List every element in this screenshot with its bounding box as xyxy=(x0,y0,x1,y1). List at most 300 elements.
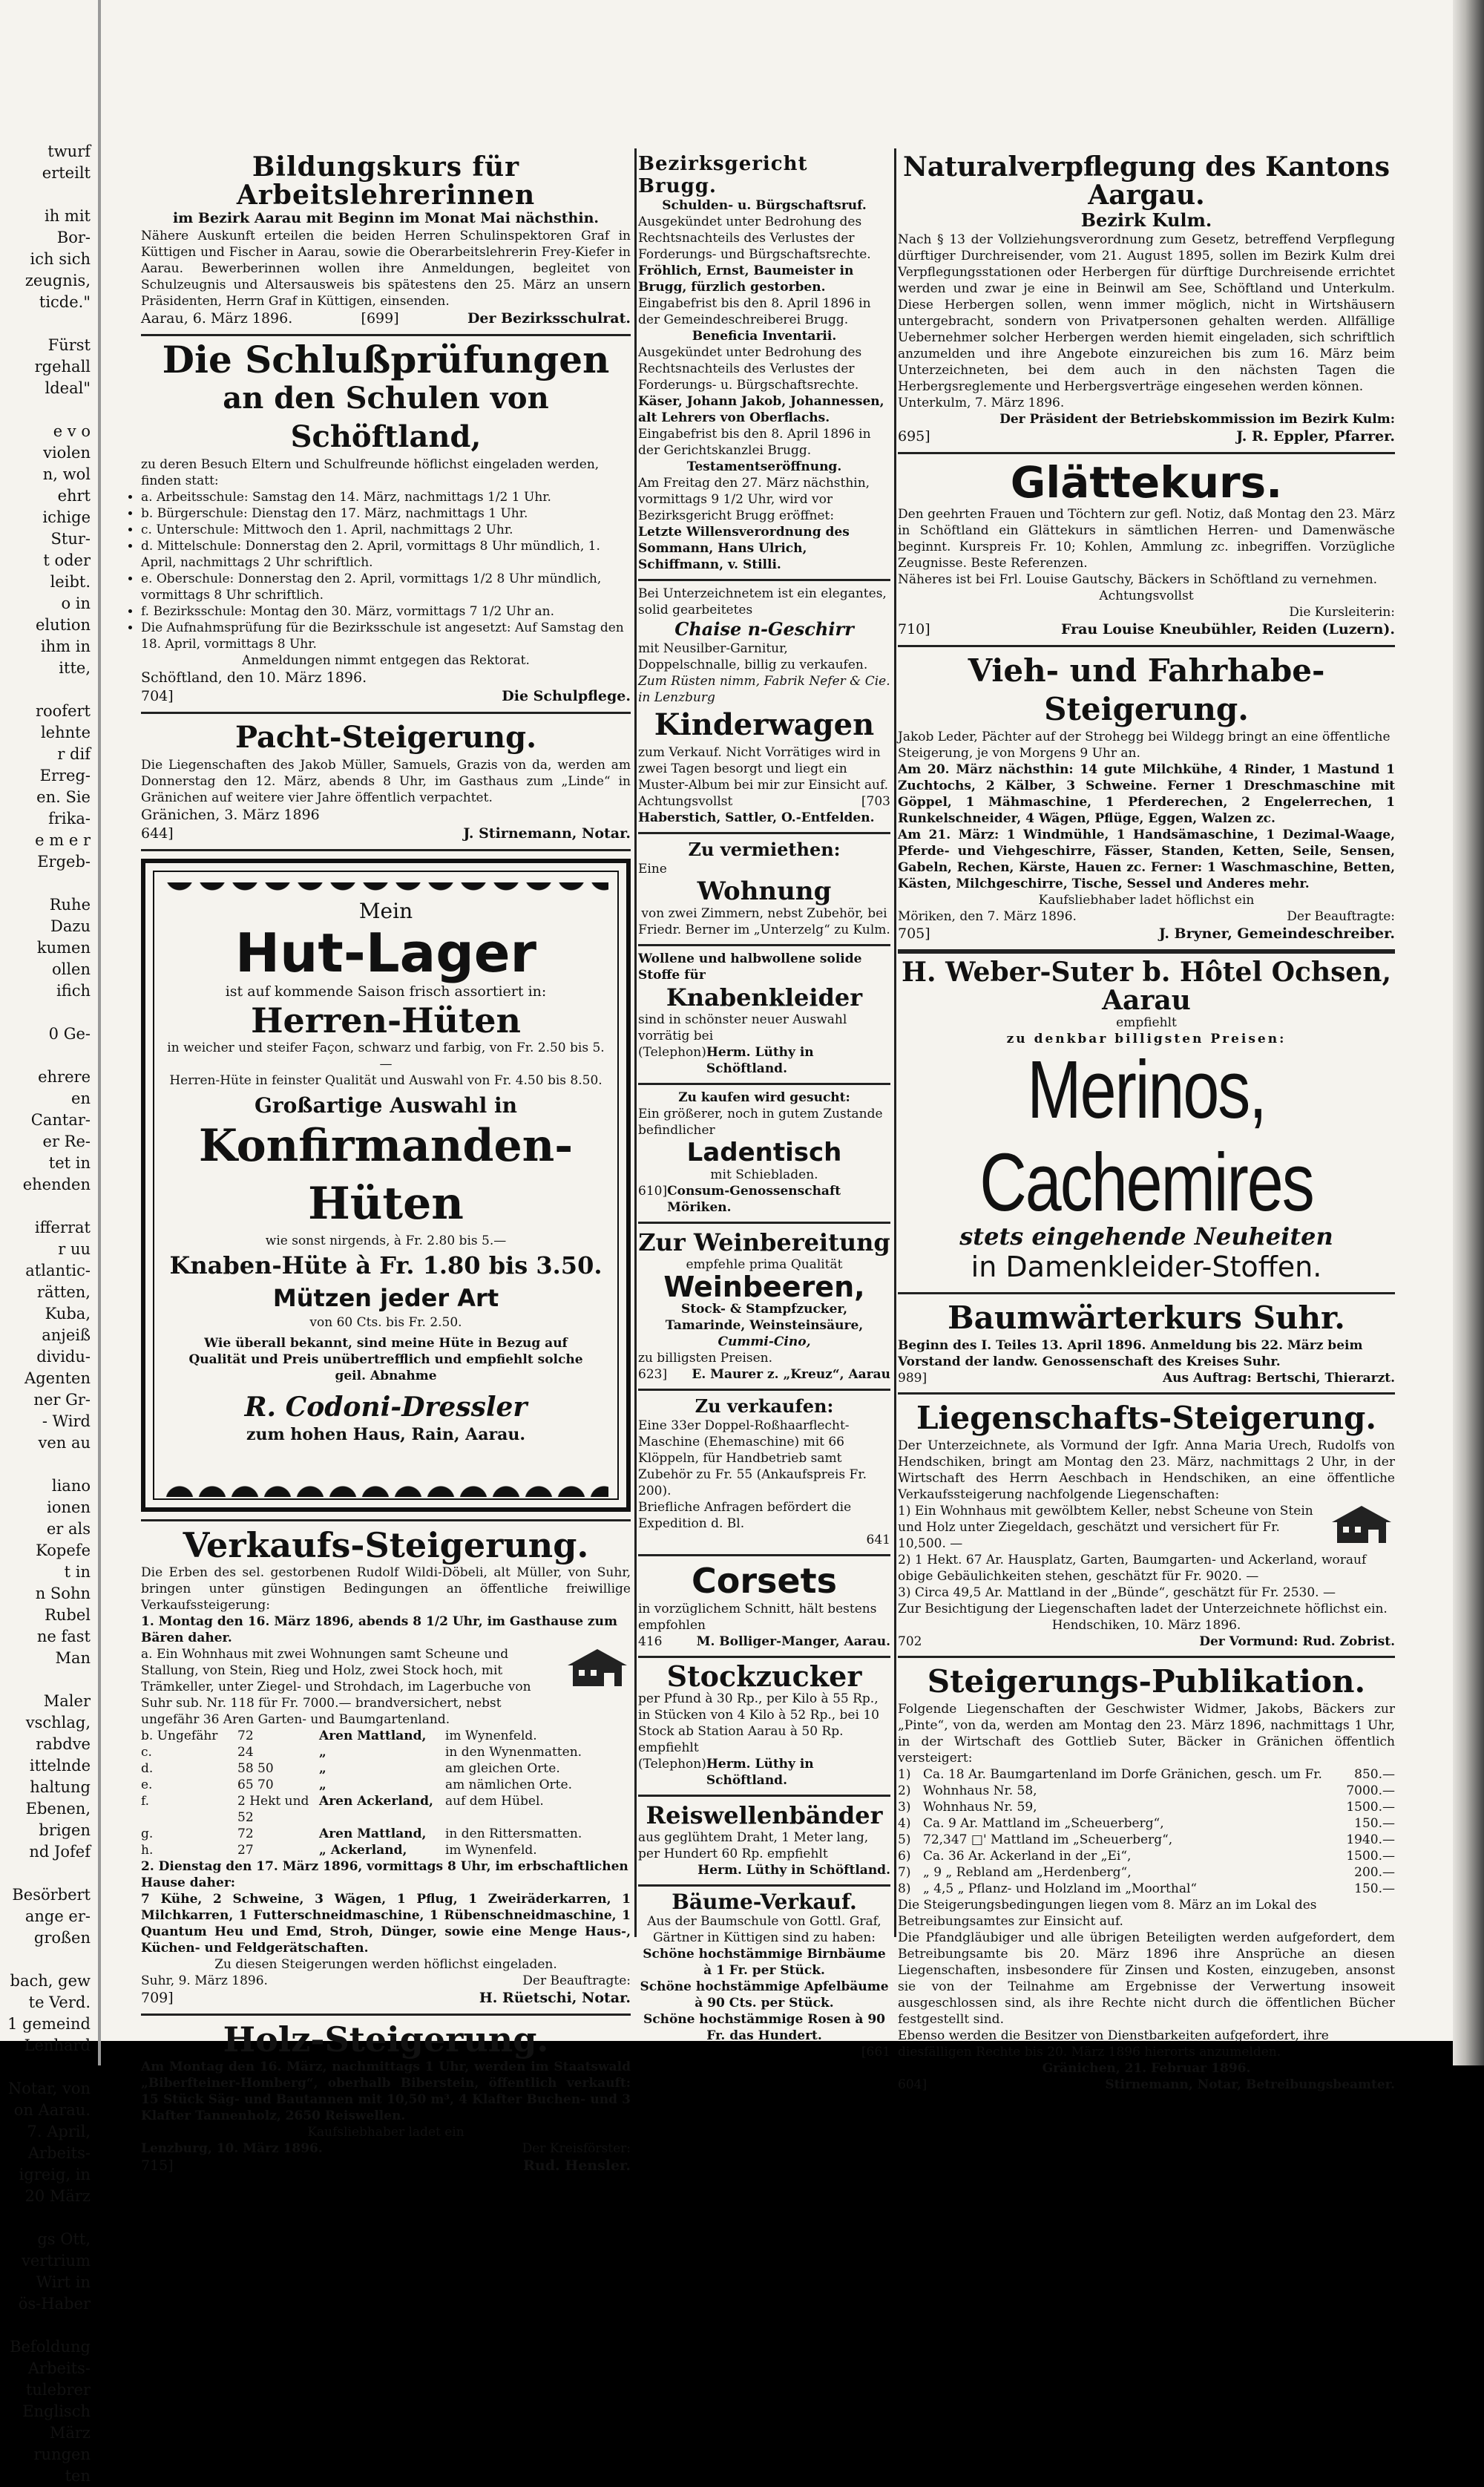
ad-title: Reiswellenbänder xyxy=(646,1801,883,1829)
fragment-line: t in xyxy=(64,1563,91,1581)
parcel-table xyxy=(898,1766,1395,1897)
ad-intro: zu deren Besuch Eltern und Schulfreunde höflichst eingeladen werden, finden statt: xyxy=(141,457,600,488)
table-row xyxy=(141,1793,631,1826)
fragment-line: ehrere xyxy=(38,1068,91,1086)
ad-body: Briefliche Anfragen befördert die Expedition d. Bl. xyxy=(638,1500,852,1531)
table-cell: 1500.— xyxy=(1346,1800,1395,1815)
ad-ref: 715] xyxy=(141,2157,174,2174)
ad-hut-lager-box xyxy=(141,859,631,1512)
ad-line: ist auf kommende Saison frisch assortiert in: xyxy=(225,983,547,1000)
table-cell: 1) xyxy=(898,1767,911,1782)
ad-line: empfiehlt xyxy=(1116,1015,1177,1030)
fragment-line: itte, xyxy=(59,659,91,677)
fragment-line: elution xyxy=(36,616,91,634)
fragment-line: anjeiß xyxy=(42,1326,91,1344)
table-cell: in den Rittersmatten. xyxy=(445,1826,582,1841)
ad-signature: Der Bezirksschulrat. xyxy=(467,310,631,327)
fragment-line: Agenten xyxy=(24,1369,91,1387)
column-gutter xyxy=(98,0,101,2065)
fragment-line: rätten, xyxy=(36,1283,91,1301)
ad-title: Bäume-Verkauf. xyxy=(672,1890,857,1914)
ad-place: Schöftland, den 10. März 1896. xyxy=(141,669,367,686)
ad-signature: Der Vormund: Rud. Zobrist. xyxy=(1199,1634,1395,1649)
ad-signature: Consum-Genossenschaft Möriken. xyxy=(667,1184,841,1215)
ad-line: Tamarinde, Weinsteinsäure, xyxy=(665,1318,864,1333)
ad-line: Wollene und halbwollene solide Stoffe für xyxy=(638,951,862,983)
fragment-line: Arbeits- xyxy=(27,2359,91,2377)
fragment-line: Fürst xyxy=(47,336,91,354)
table-cell: b. Ungefähr xyxy=(141,1729,218,1743)
table-cell: 4) xyxy=(898,1816,911,1831)
ad-signature: J. Stirnemann, Notar. xyxy=(463,825,631,842)
table-row xyxy=(141,1777,631,1793)
ad-title: Kinderwagen xyxy=(654,707,875,742)
ad-title: Liegenschafts-Steigerung. xyxy=(916,1400,1377,1436)
table-row xyxy=(141,1728,631,1744)
left-fragment-column xyxy=(0,141,95,2487)
ad-ref: 416 xyxy=(638,1634,663,1649)
fragment-line: vertrium xyxy=(22,2252,91,2270)
ad-line: Die Kursleiterin: xyxy=(1289,605,1395,620)
table-cell: Aren Mattland, xyxy=(319,1729,427,1743)
table-cell: „ 9 „ Rebland am „Herdenberg“, xyxy=(923,1865,1132,1880)
table-cell: 2 Hekt und 52 xyxy=(237,1794,309,1825)
fragment-line: ich sich xyxy=(30,250,91,268)
ad-line: zu denkbar billigsten Preisen: xyxy=(1006,1032,1287,1046)
ad-title: Ladentisch xyxy=(686,1138,842,1167)
ad-body: Ebenso werden die Besitzer von Dienstbarkeiten aufgefordert, ihre diesfälligen Rechte bis 20. März 1896 hierorts anzumelden. xyxy=(898,2028,1329,2060)
ad-item: 2) 1 Hekt. 67 Ar. Hausplatz, Garten, Baumgarten- und Ackerland, worauf obige Gebäulichkeiten stehen, geschätzt für Fr. 9020. — xyxy=(898,1553,1367,1584)
ad-title-2: an den Schulen von Schöftland, xyxy=(223,381,549,454)
ad-signature: E. Maurer z. „Kreuz“, Aarau xyxy=(692,1367,890,1382)
ad-signature: Herm. Lüthy in Schöftland. xyxy=(697,1863,890,1878)
ad-vieh-steigerung xyxy=(898,647,1395,951)
ad-wohnung xyxy=(638,834,890,946)
fragment-line: roofert xyxy=(35,702,91,720)
fragment-gap xyxy=(0,1196,95,1217)
fragment-line: nd Jofef xyxy=(29,1843,91,1861)
ad-body: Aus der Baumschule von Gottl. Graf, Gärtner in Küttigen sind zu haben: xyxy=(647,1914,881,1945)
fragment-line: zeugnis, xyxy=(24,272,91,289)
ad-ref: 709] xyxy=(141,1990,174,2006)
ad-signature: J. R. Eppler, Pfarrer. xyxy=(1236,428,1395,445)
fragment-line: ös-Haber xyxy=(18,2295,91,2313)
table-cell: „ 4,5 „ Pflanz- und Holzland im „Moorthal“ xyxy=(923,1881,1198,1896)
ad-glaettekurs xyxy=(898,454,1395,647)
ad-title: Corsets xyxy=(692,1561,837,1601)
ad-baumwaerterkurs xyxy=(898,1294,1395,1395)
ad-body: Fröhlich, Ernst, Baumeister in Brugg, fürzlich gestorben. xyxy=(638,263,854,295)
ad-signature: J. Bryner, Gemeindeschreiber. xyxy=(1158,925,1395,942)
ad-ref: 702 xyxy=(898,1634,922,1649)
ad-weber-suter xyxy=(898,951,1395,1294)
table-cell: Ca. 9 Ar. Mattland im „Scheuerberg“, xyxy=(923,1816,1164,1831)
ad-body: Den geehrten Frauen und Töchtern zur gefl. Notiz, daß Montag den 23. März in Schöftland ein Glättekurs in sämtlichen Herren- und Damenwäsche beginnt. Kurspreis Fr. 10; Kohlen, Ammlung zc. inbegriffen. Vorzügliche Zeugnisse. Beste Referenzen. xyxy=(898,507,1395,571)
ad-stockzucker xyxy=(638,1658,890,1797)
fragment-line: r uu xyxy=(58,1240,91,1258)
decorative-border-top xyxy=(163,882,608,899)
ad-item: 1. Montag den 16. März 1896, abends 8 1/2 Uhr, im Gasthause zum Bären daher. xyxy=(141,1614,617,1645)
ad-section: Schulden- u. Bürgschaftsruf. xyxy=(662,198,867,213)
ad-heading: Zu vermiethen: xyxy=(688,839,841,860)
ad-place: Aarau, 6. März 1896. xyxy=(141,310,293,327)
fragment-line: 7. April, xyxy=(27,2123,91,2140)
ad-schlusspruefungen xyxy=(141,336,631,714)
table-cell: 65 70 xyxy=(237,1777,274,1792)
fragment-line: gs Ott, xyxy=(37,2230,91,2248)
fragment-line: Ergeb- xyxy=(37,853,91,871)
column-1 xyxy=(141,148,631,2181)
ad-body: Käser, Johann Jakob, Johannessen, alt Lehrers von Oberflachs. xyxy=(638,394,884,425)
fragment-line: on Aarau. xyxy=(13,2101,91,2119)
table-cell: 850.— xyxy=(1354,1767,1395,1782)
table-cell: am nämlichen Orte. xyxy=(445,1777,572,1792)
exam-item: • e. Oberschule: Donnerstag den 2. April, vormittags 1/2 8 Uhr mündlich, vormittags 8 Uhr schriftlich. xyxy=(141,571,631,603)
ad-line: Achtungsvollst xyxy=(1099,589,1194,603)
table-cell: g. xyxy=(141,1826,154,1841)
table-cell: im Wynenfeld. xyxy=(445,1729,537,1743)
ad-body: Zum Rüsten nimm, Fabrik Nefer & Cie. in Lenzburg xyxy=(638,674,890,705)
fragment-gap xyxy=(0,399,95,421)
ad-title: Hut-Lager xyxy=(234,922,537,984)
ad-body: Die Liegenschaften des Jakob Müller, Samuels, Grazis von da, werden am Donnerstag den 12. März, abends 8 Uhr, im Gasthaus zum „Linde“ in Gränichen auf weitere vier Jahre öffentlich verpachtet. xyxy=(141,758,631,805)
fragment-line: ten xyxy=(65,2467,91,2485)
fragment-line: ldeal" xyxy=(45,379,91,397)
ad-heading: Zu verkaufen: xyxy=(695,1395,834,1417)
ad-signature: H. Rüetschi, Notar. xyxy=(479,1990,631,2006)
ad-ref: 644] xyxy=(141,825,174,842)
ad-bezirksgericht-brugg xyxy=(638,148,890,581)
table-row xyxy=(898,1799,1395,1815)
ad-knabenkleider xyxy=(638,946,890,1085)
fragment-line: Rubel xyxy=(45,1606,91,1624)
fragment-line: Stur- xyxy=(50,530,91,548)
fragment-line: e v o xyxy=(53,422,91,440)
ad-signature: Stirnemann, Notar, Betreibungsbeamter. xyxy=(1105,2077,1395,2092)
fragment-gap xyxy=(0,1669,95,1691)
table-row xyxy=(141,1826,631,1842)
ad-place: Hendschiken, 10. März 1896. xyxy=(1051,1618,1241,1633)
fragment-line: Befoldung xyxy=(10,2338,91,2356)
fragment-line: tulebrer xyxy=(25,2381,91,2399)
ad-note: Anmeldungen nimmt entgegen das Rektorat. xyxy=(242,653,530,668)
ad-body: Ausgekündet unter Bedrohung des Rechtsnachteils des Verlustes der Forderungs- und Bürgschaftsrechte. xyxy=(638,214,871,262)
ad-line: Kaufsliebhaber ladet höflichst ein xyxy=(1038,893,1255,908)
ad-body: Eingabefrist bis den 8. April 1896 in der Gemeindeschreiberei Brugg. xyxy=(638,296,871,327)
fragment-line: frika- xyxy=(48,810,91,828)
ad-intro: Die Erben des sel. gestorbenen Rudolf Wildi-Döbeli, alt Müller, von Suhr, bringen unter günstigen Bedingungen an öffentliche freiwillige Verkaufssteigerung: xyxy=(141,1565,631,1613)
table-cell: Aren Mattland, xyxy=(319,1826,427,1841)
ad-sign-label: Der Kreisförster: xyxy=(522,2141,631,2156)
fragment-line: t oder xyxy=(43,551,91,569)
table-cell: im Wynenfeld. xyxy=(445,1843,537,1858)
ad-headline-merinos: Merinos, Cachemires xyxy=(979,1043,1313,1228)
table-row xyxy=(898,1848,1395,1864)
fragment-line: 20 März xyxy=(24,2187,91,2205)
table-cell: 3) xyxy=(898,1800,911,1815)
fragment-line: Bor- xyxy=(56,229,91,246)
ad-signature: Haberstich, Sattler, O.-Entfelden. xyxy=(638,810,875,825)
exam-item: • c. Unterschule: Mittwoch den 1. April, nachmittags 2 Uhr. xyxy=(141,522,631,538)
table-row xyxy=(898,1881,1395,1897)
ad-line: in weicher und steifer Façon, schwarz und farbig, von Fr. 2.50 bis 5.— xyxy=(167,1041,605,1072)
ad-ladentisch xyxy=(638,1085,890,1224)
table-cell: e. xyxy=(141,1777,153,1792)
fragment-line: ifferrat xyxy=(34,1219,91,1236)
page-edge-shadow xyxy=(1453,0,1484,2065)
ad-ref: 704] xyxy=(141,688,174,704)
ad-place: Suhr, 9. März 1896. xyxy=(141,1973,268,1988)
ad-subtitle: im Bezirk Aarau mit Beginn im Monat Mai nächsthin. xyxy=(172,210,600,226)
ad-section: Testamentseröffnung. xyxy=(686,459,842,474)
table-cell: 58 50 xyxy=(237,1761,274,1776)
table-row xyxy=(141,1760,631,1777)
fragment-line: Kopefe xyxy=(36,1541,91,1559)
column-3 xyxy=(898,148,1395,2099)
ad-address: zum hohen Haus, Rain, Aarau. xyxy=(246,1425,526,1444)
fragment-line: großen xyxy=(33,1929,91,1947)
fragment-gap xyxy=(0,1002,95,1023)
table-cell: 72 xyxy=(237,1729,254,1743)
fragment-line: Arbeits- xyxy=(27,2144,91,2162)
ad-line: Achtungsvollst xyxy=(638,794,733,809)
fragment-line: Man xyxy=(55,1649,91,1667)
ad-body: Schöne hochstämmige Birnbäume à 1 Fr. per Stück. xyxy=(643,1947,886,1978)
ad-line: wie sonst nirgends, à Fr. 2.80 bis 5.— xyxy=(265,1233,507,1248)
fragment-line: n Sohn xyxy=(35,1585,91,1602)
fragment-gap xyxy=(0,1949,95,1970)
fragment-line: ittelnde xyxy=(29,1757,91,1775)
ad-title: Naturalverpflegung des Kantons Aargau. xyxy=(902,151,1390,211)
table-cell: 72,347 □' Mattland im „Scheuerberg“, xyxy=(923,1832,1173,1847)
ad-body: sind in schönster neuer Auswahl vorrätig bei xyxy=(638,1012,847,1043)
ad-body: Am 20. März nächsthin: 14 gute Milchkühe, 4 Rinder, 1 Mastund 1 Zuchtochs, 2 Kälber, 3 Schweine. Ferner 1 Dreschmaschine mit Göppel, 1 Mähmaschine, 1 Pferderechen, 2 Engelerrechen, 1 Runkelschneider, 4 Wägen, Pflüge, Eggen, Walzen zc. xyxy=(898,762,1395,826)
ad-body: Letzte Willensverordnung des Sommann, Hans Ulrich, Schiffmann, v. Stilli. xyxy=(638,525,850,572)
ad-ref: 604] xyxy=(898,2077,928,2092)
ad-signature: Aus Auftrag: Bertschi, Thierarzt. xyxy=(1162,1371,1395,1386)
ad-ref: [699] xyxy=(361,310,399,327)
fragment-line: Maler xyxy=(43,1692,91,1710)
ad-body: Am 21. März: 1 Windmühle, 1 Handsämaschine, 1 Dezimal-Waage, Pferde- und Viehgeschirre, Fässer, Standen, Ketten, Seile, Sensen, Gabeln, Rechen, Kärste, Hauen zc. Ferner: 1 Waschmaschine, Betten, Kästen, Milchgeschirre, Tische, Sessel und Anderes mehr. xyxy=(898,828,1395,891)
table-row xyxy=(898,1783,1395,1799)
fragment-line: e m e r xyxy=(35,831,91,849)
ad-body: Am Montag den 16. März, nachmittags 1 Uhr, werden im Staatswald „Biberfteiner-Homberg“, oberhalb Biberstein, öffentlich verkauft: 15 Stück Säg- und Bautannen mit 10,50 m³, 4 Klafter Buchen- und 3 Klafter Tannenholz, 2650 Reiswellen. xyxy=(141,2060,631,2123)
fragment-line: o in xyxy=(61,594,91,612)
table-cell: 5) xyxy=(898,1832,911,1847)
ad-line: Wie überall bekannt, sind meine Hüte in Bezug auf Qualität und Preis unübertrefflich und empfiehlt solche geil. Abnahme xyxy=(188,1336,583,1383)
fragment-line: Notar, von xyxy=(7,2080,91,2097)
ad-title: Glättekurs. xyxy=(1010,457,1283,508)
table-row xyxy=(898,1832,1395,1848)
table-cell: 150.— xyxy=(1354,1881,1395,1896)
table-cell: h. xyxy=(141,1843,154,1858)
table-cell: 150.— xyxy=(1354,1816,1395,1831)
ad-signature: Rud. Hensler. xyxy=(523,2157,631,2174)
table-cell: „ xyxy=(319,1777,326,1792)
table-cell: d. xyxy=(141,1761,154,1776)
ad-note: Zu diesen Steigerungen werden höflichst eingeladen. xyxy=(214,1957,557,1972)
ad-title: H. Weber-Suter b. Hôtel Ochsen, Aarau xyxy=(901,957,1391,1016)
fragment-gap xyxy=(0,2207,95,2229)
ad-ref: 610] xyxy=(638,1184,668,1199)
fragment-line: rgehall xyxy=(34,358,91,376)
ad-item: 2. Dienstag den 17. März 1896, vormittags 8 Uhr, im erbschaftlichen Hause daher: xyxy=(141,1859,628,1890)
table-row xyxy=(141,1842,631,1858)
fragment-line: Ebenen, xyxy=(25,1800,91,1818)
ad-title: Bildungskurs für Arbeitslehrerinnen xyxy=(236,151,536,211)
fragment-line: Lenhard xyxy=(24,2037,91,2054)
ad-ref: 710] xyxy=(898,621,930,638)
ad-line: Stock- & Stampfzucker, xyxy=(680,1302,848,1317)
ad-body: Der Unterzeichnete, als Vormund der Igfr. Anna Maria Urech, Rudolfs von Hendschiken, bringt am Montag den 23. März, nachmittags 2 Uhr, in der Wirtschaft des Herrn Aeschbach in Hendschiken, an eine öffentliche Verkaufssteigerung nachfolgende Liegenschaften: xyxy=(898,1438,1395,1502)
ad-reiswellenbaender xyxy=(638,1797,890,1887)
table-cell: c. xyxy=(141,1745,152,1760)
fragment-line: kumen xyxy=(36,939,91,957)
fragment-line: ehenden xyxy=(22,1176,91,1193)
ad-body: per Pfund à 30 Rp., per Kilo à 55 Rp., in Stücken von 4 Kilo à 52 Rp., bei 10 Stock ab Station Aarau à 50 Rp. empfiehlt xyxy=(638,1691,879,1755)
fragment-line: dividu- xyxy=(36,1348,91,1366)
house-icon xyxy=(564,1646,631,1688)
ad-item: 1) Ein Wohnhaus mit gewölbtem Keller, nebst Scheune von Stein und Holz unter Ziegeldach, geschätzt und versichert für Fr. 10,500. — xyxy=(898,1504,1313,1551)
ad-line-muetzen: Mützen jeder Art xyxy=(272,1284,499,1312)
fragment-line: en xyxy=(71,1090,91,1107)
ad-kinderwagen xyxy=(638,581,890,834)
ad-body: Schöne hochstämmige Apfelbäume à 90 Cts. per Stück. xyxy=(640,1979,889,2011)
fragment-line: ne fast xyxy=(36,1628,91,1645)
ad-body: Die Pfandgläubiger und alle übrigen Beteiligten werden aufgefordert, dem Betreibungsamte bis 20. März 1896 ihre Ansprüche an diesen Liegenschaften, insbesondere für Zinsen und Kosten, einzugeben, ansonst sie von der Teilnahme am Ergebnisse der Verwertung insoweit ausgeschlossen sind, als ihre Rechte nicht durch die öffentlichen Bücher festgestellt sind. xyxy=(898,1930,1395,2027)
ad-place: Gränichen, 21. Februar 1896. xyxy=(1042,2061,1251,2076)
ad-weinbereitung xyxy=(638,1224,890,1391)
fragment-line: Kuba, xyxy=(45,1305,91,1323)
fragment-line: 0 Ge- xyxy=(48,1025,91,1043)
ad-line: mit Schiebladen. xyxy=(710,1167,818,1182)
table-cell: 7000.— xyxy=(1346,1783,1395,1798)
ad-line: in Damenkleider-Stoffen. xyxy=(971,1251,1322,1283)
fragment-line: en. Sie xyxy=(36,788,91,806)
ad-line-knaben: Knaben-Hüte à Fr. 1.80 bis 3.50. xyxy=(169,1251,603,1279)
fragment-line: ichige xyxy=(42,508,91,526)
table-cell: in den Wynenmatten. xyxy=(445,1745,582,1760)
ad-title: Stockzucker xyxy=(666,1659,862,1693)
table-cell: Ca. 18 Ar. Baumgartenland im Dorfe Gränichen, gesch. um Fr. xyxy=(923,1767,1322,1782)
table-cell: 2) xyxy=(898,1783,911,1798)
ad-title: Verkaufs-Steigerung. xyxy=(183,1525,589,1565)
table-row xyxy=(141,1744,631,1760)
fragment-gap xyxy=(0,679,95,701)
table-cell: 27 xyxy=(237,1843,254,1858)
ad-ref: 989] xyxy=(898,1371,928,1386)
ad-holz-steigerung xyxy=(141,2016,631,2181)
ad-heading-herren: Herren-Hüten xyxy=(251,1000,521,1041)
fragment-gap xyxy=(0,873,95,894)
ad-line: Der Präsident der Betriebskommission im Bezirk Kulm: xyxy=(999,412,1395,427)
ad-place: Lenzburg, 10. März 1896. xyxy=(141,2141,323,2156)
ad-kicker: Mein xyxy=(358,899,413,923)
fragment-line: ifich xyxy=(56,982,91,1000)
fragment-line: Cantar- xyxy=(30,1111,91,1129)
ad-title: Steigerungs-Publikation. xyxy=(927,1663,1366,1700)
ad-body: Die Steigerungsbedingungen liegen vom 8. März an im Lokal des Betreibungsamtes zur Einsicht auf. xyxy=(898,1898,1317,1929)
fragment-line: igreig, in xyxy=(19,2166,91,2183)
ad-title: Baumwärterkurs Suhr. xyxy=(948,1300,1345,1336)
ad-zu-verkaufen xyxy=(638,1391,890,1556)
ad-sign-label: Der Beauftragte: xyxy=(1287,909,1395,924)
ad-place: Gränichen, 3. März 1896 xyxy=(141,807,320,823)
fragment-line: liano xyxy=(51,1477,91,1495)
ad-ref: 705] xyxy=(898,925,930,942)
ad-signature: Die Schulpflege. xyxy=(502,688,631,704)
table-cell: 6) xyxy=(898,1849,911,1864)
ad-body: Bei Unterzeichnetem ist ein elegantes, solid gearbeitetes xyxy=(638,586,887,617)
exam-list xyxy=(141,489,631,652)
ad-body: zum Verkauf. Nicht Vorrätiges wird in zwei Tagen besorgt und liegt ein Muster-Album bei mir zur Einsicht auf. xyxy=(638,745,889,793)
fragment-line: Englisch xyxy=(22,2402,91,2420)
ad-body: Ausgekündet unter Bedrohung des Rechtsnachteils des Verlustes der Forderungs- u. Bürgschaftsrechte. xyxy=(638,345,862,393)
column-2 xyxy=(638,148,890,2066)
ad-signature: Herm. Lüthy in Schöftland. xyxy=(706,1757,814,1788)
fragment-line: er Re- xyxy=(42,1133,91,1150)
ad-body: in vorzüglichem Schnitt, hält bestens empfohlen xyxy=(638,1602,877,1633)
ad-heading-konfirmanden: Konfirmanden-Hüten xyxy=(198,1120,574,1230)
ad-line: von 60 Cts. bis Fr. 2.50. xyxy=(309,1315,462,1330)
ad-title: Vieh- und Fahrhabe-Steigerung. xyxy=(968,652,1325,727)
table-cell: am gleichen Orte. xyxy=(445,1761,560,1776)
ad-item: a. Ein Wohnhaus mit zwei Wohnungen samt Scheune und Stallung, von Stein, Rieg und Holz, zwei Stock hoch, mit Trämkeller, unter Ziegel- und Strohdach, im Lagerbuche von Suhr sub. Nr. 118 für Fr. 7000.— brandversichert, nebst ungefähr 36 Aren Garten- und Baumgartenland. xyxy=(141,1647,531,1727)
fragment-line: Wirt in xyxy=(36,2273,91,2291)
fragment-line: erteilt xyxy=(42,164,91,182)
fragment-line: ih mit xyxy=(45,207,91,225)
table-row xyxy=(898,1815,1395,1832)
ad-liegenschafts-steigerung xyxy=(898,1395,1395,1658)
table-cell: 24 xyxy=(237,1745,254,1760)
ad-body: aus geglühtem Draht, 1 Meter lang, per Hundert 60 Rp. empfiehlt xyxy=(638,1830,869,1861)
ad-corsets xyxy=(638,1556,890,1658)
exam-item: • Die Aufnahmsprüfung für die Bezirksschule ist angesetzt: Auf Samstag den 18. April, vormittags 8 Uhr. xyxy=(141,620,631,652)
ad-ref: [703 xyxy=(861,794,890,809)
ad-body: von zwei Zimmern, nebst Zubehör, bei Friedr. Berner im „Unterzelg“ zu Kulm. xyxy=(638,906,890,937)
fragment-line: ollen xyxy=(51,960,91,978)
ad-ref: [661 xyxy=(861,2045,890,2060)
ad-title: Zur Weinbereitung xyxy=(638,1228,890,1256)
fragment-line: leibt. xyxy=(50,573,91,591)
ad-line: stets eingehende Neuheiten xyxy=(959,1222,1333,1251)
ad-item: 7 Kühe, 2 Schweine, 3 Wägen, 1 Pflug, 1 Zweiräderkarren, 1 Milchkarren, 1 Futterschneidmaschine, 1 Rübenschneidmaschine, 1 Quantum Heu und Emd, Stroh, Dünger, sowie eine Menge Haus-, Küchen- und Feldgerätschaften. xyxy=(141,1892,631,1956)
table-cell: Aren Ackerland, xyxy=(319,1794,433,1809)
ad-signature: Frau Louise Kneubühler, Reiden (Luzern). xyxy=(1060,621,1395,638)
ad-body: Ein größerer, noch in gutem Zustande befindlicher xyxy=(638,1107,883,1138)
fragment-line: n, wol xyxy=(42,465,91,483)
exam-item: • f. Bezirksschule: Montag den 30. März, vormittags 7 1/2 Uhr an. xyxy=(141,603,631,620)
table-cell: 1940.— xyxy=(1346,1832,1395,1847)
table-cell: „ xyxy=(319,1745,326,1760)
ad-title: Die Schlußprüfungen xyxy=(162,338,610,381)
table-cell: f. xyxy=(141,1794,150,1809)
fragment-line: ner Gr- xyxy=(33,1391,91,1409)
ad-signature-name: R. Codoni-Dressler xyxy=(244,1392,528,1423)
fragment-line: ihm in xyxy=(40,638,91,655)
exam-item: • d. Mittelschule: Donnerstag den 2. April, vormittags 8 Uhr mündlich, 1. April, nachmittags 2 Uhr schriftlich. xyxy=(141,538,631,571)
ad-steigerungs-publikation xyxy=(898,1658,1395,2099)
exam-item: • b. Bürgerschule: Dienstag den 17. März, nachmittags 1 Uhr. xyxy=(141,505,631,522)
ad-body: Eine 33er Doppel-Roßhaarflecht-Maschine (Ehemaschine) mit 66 Klöppeln, für Handbetrieb samt Zubehör zu Fr. 55 (Ankaufspreis Fr. 200). xyxy=(638,1418,867,1498)
ad-product: Chaise n-Geschirr xyxy=(674,618,854,640)
fragment-line: twurf xyxy=(47,142,91,160)
fragment-line: ticde." xyxy=(39,293,91,311)
fragment-line: Ruhe xyxy=(49,896,91,914)
table-cell: „ Ackerland, xyxy=(319,1843,407,1858)
fragment-gap xyxy=(0,184,95,206)
ad-telephon: (Telephon) xyxy=(638,1757,706,1772)
